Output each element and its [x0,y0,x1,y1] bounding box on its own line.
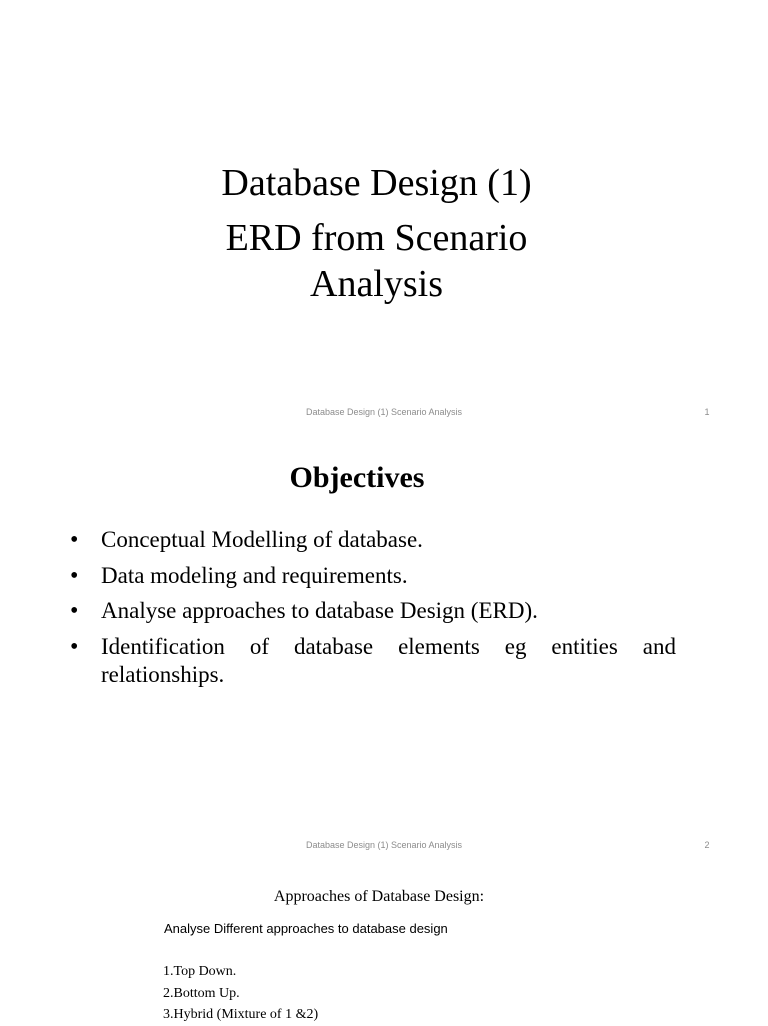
slide1-title-line-3: Analysis [310,263,443,305]
approach-item: 1.Top Down. [163,964,237,979]
objective-item: • Data modeling and requirements. [70,562,676,591]
slide1-title-line-1: Database Design (1) [221,162,532,204]
objectives-title: Objectives [289,461,425,494]
slide1-footer-text: Database Design (1) Scenario Analysis [305,407,463,417]
slide2-footer-text: Database Design (1) Scenario Analysis [305,840,463,850]
approach-item: 2.Bottom Up. [163,985,240,1001]
slide2-page-number: 2 [704,840,710,850]
objective-item: • Identification of database elements eg entities and relationships. [70,633,676,690]
objectives-list [70,526,676,697]
objective-item: • Analyse approaches to database Design (ERD). [70,597,676,626]
slide1-title-line-2: ERD from Scenario [225,217,528,259]
approaches-subtitle: Analyse Different approaches to database design [164,921,448,936]
slide1-page-number: 1 [704,407,710,417]
approaches-title: Approaches of Database Design: [273,888,485,905]
approaches-list [163,961,318,1026]
objective-item: • Conceptual Modelling of database. [70,526,676,555]
approach-item: 3.Hybrid (Mixture of 1 &2) [163,1007,319,1022]
